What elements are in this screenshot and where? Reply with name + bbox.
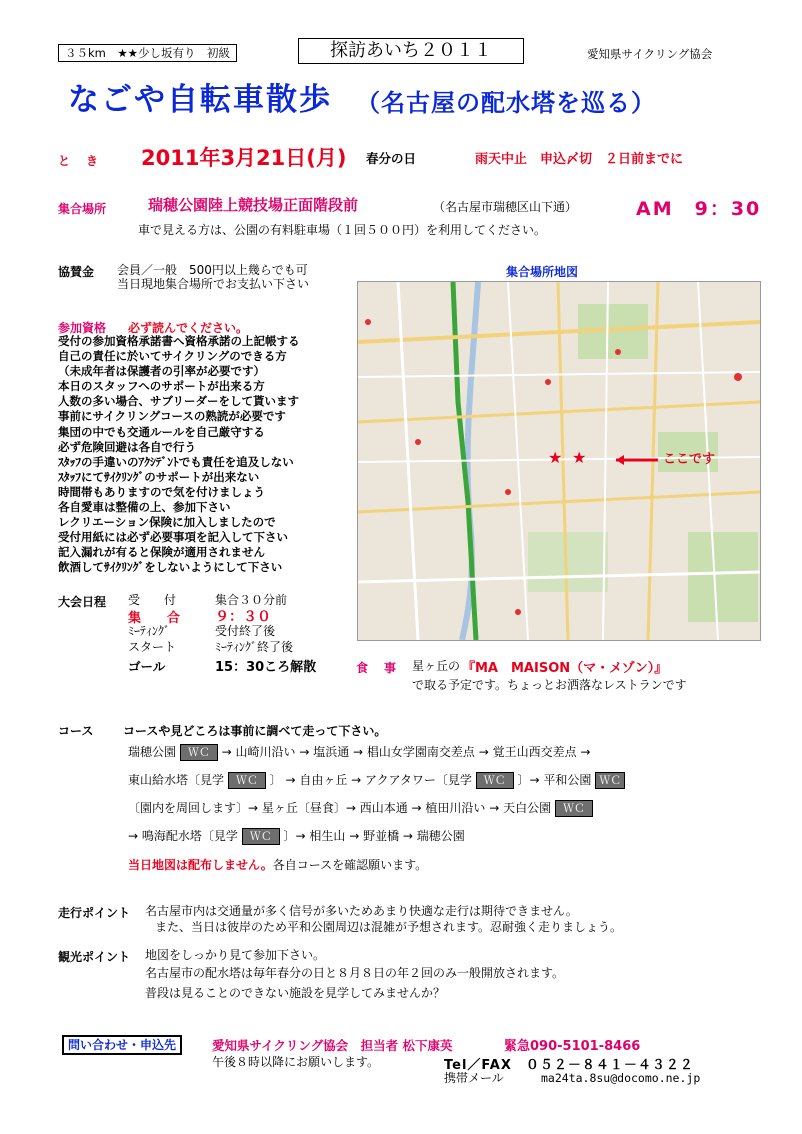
course-route: 〕→ 平和公園 [517, 773, 592, 787]
course-route: 〕→ 相生山 → 野並橋 → 瑞穂公園 [283, 829, 465, 843]
fee-line-1: 会員／一般 500円以上幾らでも可 [117, 263, 308, 277]
fee-label: 協賛金 [58, 265, 95, 279]
map-title: 集合場所地図 [506, 265, 579, 279]
qualification-item: 集団の中でも交通ルールを自己厳守する [58, 424, 265, 439]
schedule-row-name: ﾐｰﾃｨﾝｸﾞ [128, 624, 171, 638]
course-line-1 [128, 744, 590, 761]
qualification-must-read: 必ず読んでください。 [128, 321, 249, 335]
fee-line-2: 当日現地集合場所でお支払い下さい [117, 277, 310, 291]
course-note-text: 各自コースを確認願います。 [272, 858, 428, 872]
mail-address[interactable]: ma24ta.8su@docomo.ne.jp [541, 1071, 701, 1085]
series-title: 探訪あいち２０１１ [298, 38, 524, 64]
rain-deadline-note: 雨天中止 申込〆切 ２日前までに [475, 152, 684, 167]
meeting-address: （名古屋市瑞穂区山下通） [433, 200, 578, 214]
course-stop: 東山給水塔〔見学 [128, 773, 225, 787]
qualification-item: 記入漏れが有ると保険が適用されません [58, 545, 265, 560]
course-line-4 [128, 828, 465, 845]
meeting-label: 集合場所 [58, 202, 107, 216]
holiday-note: 春分の日 [366, 151, 417, 166]
date-label: とき [58, 154, 115, 168]
meeting-point-star-icon: ★ [548, 448, 563, 467]
riding-point-text: 名古屋市内は交通量が多く信号が多いためあまり快適な走行は期待できません。 [145, 904, 578, 918]
difficulty-tag: ３５km ★★少し坂有り 初級 [58, 44, 237, 62]
organizer-name: 愛知県サイクリング協会 [587, 47, 713, 61]
wc-badge: ＷＣ [242, 828, 280, 845]
wc-badge: ＷＣ [228, 772, 266, 789]
qualification-item: 人数の多い場合、サブリーダーをして貰います [58, 394, 300, 409]
qualification-item: （未成年者は保護者の引率が必要です） [58, 364, 265, 379]
meeting-time: AM 9：30 [636, 198, 762, 220]
schedule-row-time: 集合３０分前 [215, 593, 288, 607]
riding-point-label: 走行ポイント [58, 906, 131, 920]
meal-label: 食 事 [356, 661, 399, 675]
riding-point-text: また、当日は彼岸のため平和公園周辺は混雑が予想されます。忍耐強く走りましょう。 [155, 920, 623, 934]
parking-note: 車で見える方は、公園の有料駐車場（１回５００円）を利用してください。 [138, 223, 547, 237]
schedule-row-name: ゴール [128, 659, 166, 674]
schedule-label: 大会日程 [58, 595, 107, 609]
sightseeing-point-text: 普段は見ることのできない施設を見学してみませんか？ [145, 986, 446, 1000]
event-subtitle: （名古屋の配水塔を巡る） [356, 89, 656, 117]
qualification-item: レクリエーション保険に加入しましたので [58, 515, 276, 530]
contact-tag: 問い合わせ・申込先 [62, 1035, 182, 1055]
sightseeing-point-text: 地図をしっかり見て参加下さい。 [145, 948, 326, 962]
schedule-row-time: ９：３０ [215, 609, 271, 625]
qualification-item: 時間帯もありますので気を付けましょう [58, 484, 265, 499]
schedule-row-time: 受付終了後 [215, 624, 276, 638]
meal-text-prefix: 星ヶ丘の [412, 659, 461, 673]
qualification-item: ｽﾀｯﾌにてｻｲｸﾘﾝｸﾞのサポートが出来ない [58, 469, 260, 484]
schedule-row-name: スタート [128, 640, 177, 654]
course-route: → 山崎川沿い → 塩浜通 → 椙山女学園南交差点 → 覚王山西交差点 → [221, 745, 591, 759]
course-note [128, 858, 427, 873]
qualification-item: 各自愛車は整備の上、参加下さい [58, 500, 231, 515]
meeting-place-map [357, 281, 761, 641]
course-label: コース [58, 724, 94, 738]
course-route: 〔園内を周回します〕→ 星ヶ丘〔昼食〕→ 西山本通 → 植田川沿い → 天白公園 [128, 801, 552, 815]
qualification-item: 本日のスタッフへのサポートが出来る方 [58, 379, 265, 394]
qualification-item: ｽﾀｯﾌの手違いのｱｸｼﾃﾞﾝﾄでも責任を追及しない [58, 454, 294, 469]
event-title: なごや自転車散歩 [68, 82, 332, 118]
wc-badge: ＷＣ [476, 772, 514, 789]
qualification-item: 受付の参加資格承諾書へ資格承諾の上記帳する [58, 334, 300, 348]
restaurant-name: 『MA MAISON（マ・メゾン）』 [462, 661, 668, 676]
qualification-label: 参加資格 [58, 321, 107, 335]
contact-organizer: 愛知県サイクリング協会 担当者 松下康英 [212, 1038, 453, 1053]
schedule-row-time: ﾐｰﾃｨﾝｸﾞ終了後 [215, 640, 294, 654]
mail-label: 携帯メール [444, 1071, 504, 1085]
schedule-row-time: 15：30ころ解散 [215, 660, 317, 675]
meal-text-suffix: で取る予定です。ちょっとお洒落なレストランです [412, 678, 687, 692]
qualification-item: 飲酒してｻｲｸﾘﾝｸﾞをしないようにして下さい [58, 560, 283, 575]
wc-badge: ＷＣ [555, 800, 593, 817]
tel-fax: Tel／FAX ０５２－８４１－４３２２ [444, 1058, 694, 1073]
course-note-warning: 当日地図は配布しません。 [128, 858, 273, 872]
event-date: 2011年3月21日(月) [141, 146, 347, 170]
course-stop: 瑞穂公園 [128, 745, 177, 759]
qualification-item: 事前にサイクリングコースの熟読が必要です [58, 409, 286, 424]
qualification-item: 自己の責任に於いてサイクリングのできる方 [58, 349, 287, 364]
course-route: → 鳴海配水塔〔見学 [128, 829, 238, 843]
meeting-point-star-icon: ★ [572, 448, 587, 467]
contact-time-note: 午後８時以降にお願いします。 [212, 1055, 380, 1069]
course-line-2 [128, 772, 625, 789]
schedule-row-name: 集 合 [128, 611, 181, 626]
course-route: 〕 → 自由ヶ丘 → アクアタワー〔見学 [269, 773, 472, 787]
emergency-phone: 緊急090-5101-8466 [504, 1039, 641, 1054]
schedule-row-name: 受 付 [128, 593, 177, 607]
map-here-label: ここです [663, 452, 716, 467]
course-intro: コースや見どころは事前に調べて走って下さい。 [123, 724, 387, 738]
course-line-3 [128, 800, 593, 817]
wc-badge: ＷＣ [180, 744, 218, 761]
wc-badge: ＷＣ [595, 772, 625, 789]
qualification-item: 受付用紙には必ず必要事項を記入して下さい [58, 530, 288, 545]
sightseeing-point-text: 名古屋市の配水塔は毎年春分の日と８月８日の年２回のみ一般開放されます。 [145, 966, 565, 980]
qualification-item: 必ず危険回避は各自で行う [58, 439, 196, 454]
meeting-place: 瑞穂公園陸上競技場正面階段前 [148, 196, 359, 214]
qualification-list [58, 334, 300, 576]
sightseeing-point-label: 観光ポイント [58, 950, 131, 964]
